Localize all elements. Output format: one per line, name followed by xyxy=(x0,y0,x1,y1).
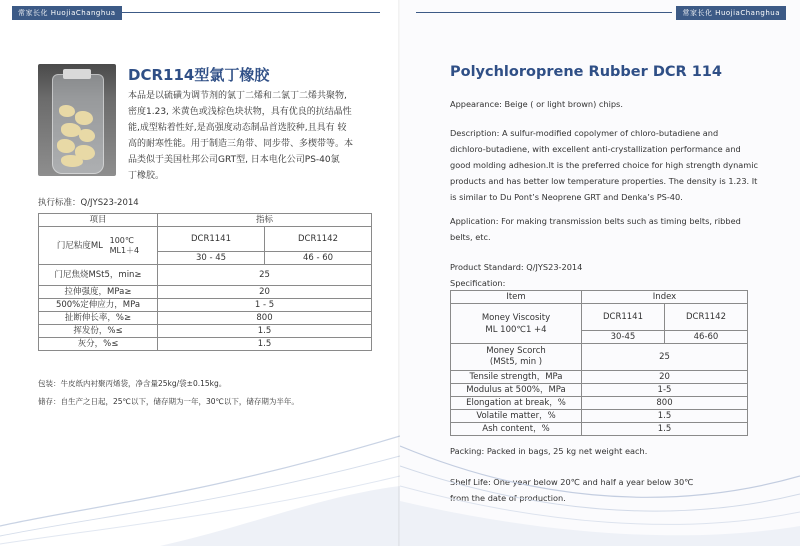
product-photo xyxy=(38,64,116,176)
grade-1142: DCR1142 xyxy=(665,304,748,331)
grade-1141: DCR1141 xyxy=(582,304,665,331)
sample-jar xyxy=(52,74,104,174)
range-1142: 46-60 xyxy=(665,331,748,344)
table-row: 挥发份，%≤ 1.5 xyxy=(39,325,372,338)
mooney-cell: 门尼粘度ML 100℃ ML1＋4 xyxy=(39,227,158,265)
table-row: Modulus at 500%，MPa 1-5 xyxy=(451,384,748,397)
table-row: 扯断伸长率，%≥ 800 xyxy=(39,312,372,325)
decorative-wave-left xyxy=(0,376,400,546)
brand-header-left: 常家长化 HuojiaChanghua xyxy=(12,6,122,20)
storage-cn: 储存：自生产之日起，25℃以下，储存期为一年，30℃以下，储存期为半年。 xyxy=(38,397,299,406)
table-row: 灰分，%≤ 1.5 xyxy=(39,338,372,351)
product-title-en: Polychloroprene Rubber DCR 114 xyxy=(450,64,722,80)
specification-en: Specification: xyxy=(450,278,506,288)
spec-table-cn xyxy=(38,213,372,351)
standard-cn: 执行标准：Q/JYS23-2014 xyxy=(38,198,139,208)
table-row: Money Scorch (MSt5, min ) 25 xyxy=(451,344,748,371)
table-row: Elongation at break，% 800 xyxy=(451,397,748,410)
brand-header-right: 常家长化 HuojiaChanghua xyxy=(676,6,786,20)
table-head-item: 项目 xyxy=(39,214,158,227)
appearance-en: Appearance: Beige ( or light brown) chips. xyxy=(450,99,623,109)
range-1141: 30 - 45 xyxy=(158,252,265,265)
table-row: Volatile matter，% 1.5 xyxy=(451,410,748,423)
standard-en: Product Standard: Q/JYS23-2014 xyxy=(450,262,583,272)
range-1141: 30-45 xyxy=(582,331,665,344)
description-en: Description: A sulfur-modified copolymer of chloro-butadiene and dichloro-butadiene, with excellent anti-crystallization performance and good molding adhesion.It is the preferred choice for high strength dynamic products and has better low temperature properties. The density is 1.23. It is similar to Du Pont’s Neoprene GRT and Denka’s PS-40. xyxy=(450,128,759,202)
grade-1141: DCR1141 xyxy=(158,227,265,252)
table-row: 500%定伸应力，MPa 1 - 5 xyxy=(39,299,372,312)
table-row: Tensile strength，MPa 20 xyxy=(451,371,748,384)
packing-cn: 包装：牛皮纸内衬聚丙烯袋，净含量25kg/袋±0.15kg。 xyxy=(38,379,227,388)
product-title-cn: DCR114型氯丁橡胶 xyxy=(128,66,270,84)
table-head-item: Item xyxy=(451,291,582,304)
application-en: Application: For making transmission belts such as timing belts, ribbed belts, etc. xyxy=(450,216,741,242)
shelf-life-en: Shelf Life: One year below 20℃ and half a year below 30℃ from the date of production. xyxy=(450,477,694,503)
right-page xyxy=(400,0,800,546)
table-row: Ash content，% 1.5 xyxy=(451,423,748,436)
product-description-cn: 本品是以硫磺为调节剂的氯丁二烯和二氯丁二烯共聚物, 密度1.23, 米黄色或浅棕色块状物，具有优良的抗结晶性 能,成型粘着性好,是高强度动态制品首选胶种,且具有 较 高的耐寒性能。用于制造三角带、同步带、多楔带等。本 品类似于美国杜邦公司GRT型, 日本电化公司PS-40氯 丁橡胶。 xyxy=(128,91,354,181)
table-head-index: 指标 xyxy=(158,214,372,227)
table-row: 拉伸强度，MPa≥ 20 xyxy=(39,286,372,299)
packing-en: Packing: Packed in bags, 25 kg net weight each. xyxy=(450,446,648,456)
table-row: 门尼焦烧MSt5，min≥ 25 xyxy=(39,265,372,286)
decorative-wave-right xyxy=(400,326,800,546)
header-rule-left xyxy=(120,12,380,13)
range-1142: 46 - 60 xyxy=(265,252,372,265)
header-rule-right xyxy=(416,12,672,13)
mooney-cell: Money Viscosity ML 100℃1 +4 xyxy=(451,304,582,344)
table-head-index: Index xyxy=(582,291,748,304)
grade-1142: DCR1142 xyxy=(265,227,372,252)
